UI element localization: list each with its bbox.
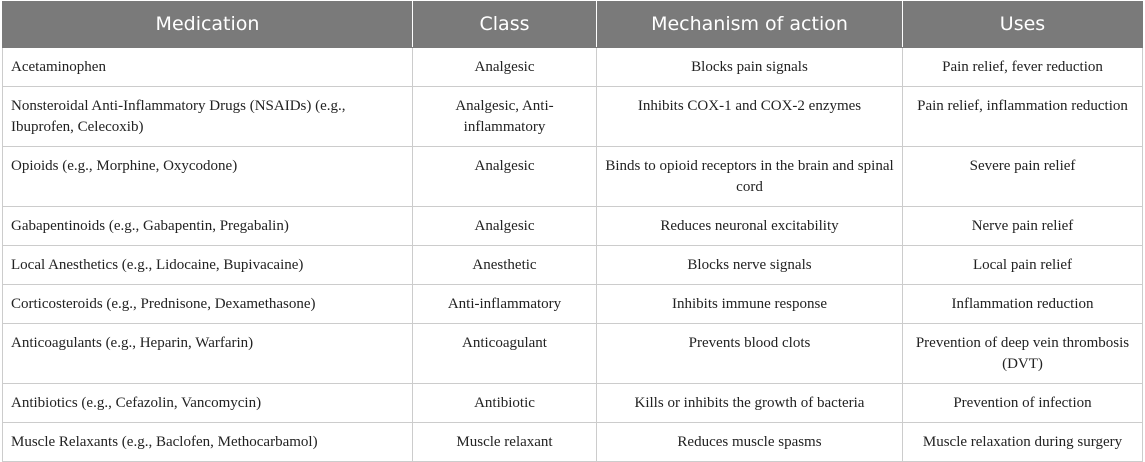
class-cell: Analgesic [413, 207, 597, 246]
class-cell: Analgesic [413, 48, 597, 87]
medication-cell: Opioids (e.g., Morphine, Oxycodone) [3, 147, 413, 207]
medication-cell: Muscle Relaxants (e.g., Baclofen, Methocarbamol) [3, 423, 413, 462]
medication-table [2, 1, 1143, 462]
uses-cell: Prevention of infection [903, 384, 1143, 423]
header-mechanism: Mechanism of action [597, 1, 903, 48]
mechanism-cell: Inhibits COX-1 and COX-2 enzymes [597, 87, 903, 147]
medication-cell: Anticoagulants (e.g., Heparin, Warfarin) [3, 324, 413, 384]
class-cell: Muscle relaxant [413, 423, 597, 462]
mechanism-cell: Reduces muscle spasms [597, 423, 903, 462]
table-row [3, 324, 1143, 384]
medication-cell: Antibiotics (e.g., Cefazolin, Vancomycin) [3, 384, 413, 423]
table-row [3, 147, 1143, 207]
uses-cell: Local pain relief [903, 246, 1143, 285]
mechanism-cell: Reduces neuronal excitability [597, 207, 903, 246]
table-row [3, 285, 1143, 324]
table-row [3, 207, 1143, 246]
header-uses: Uses [903, 1, 1143, 48]
uses-cell: Nerve pain relief [903, 207, 1143, 246]
uses-cell: Inflammation reduction [903, 285, 1143, 324]
medication-cell: Gabapentinoids (e.g., Gabapentin, Pregabalin) [3, 207, 413, 246]
table-header [3, 1, 1143, 48]
uses-cell: Severe pain relief [903, 147, 1143, 207]
uses-cell: Pain relief, fever reduction [903, 48, 1143, 87]
medication-cell: Nonsteroidal Anti-Inflammatory Drugs (NSAIDs) (e.g., Ibuprofen, Celecoxib) [3, 87, 413, 147]
mechanism-cell: Prevents blood clots [597, 324, 903, 384]
class-cell: Anesthetic [413, 246, 597, 285]
header-row [3, 1, 1143, 48]
mechanism-cell: Blocks nerve signals [597, 246, 903, 285]
table-row [3, 384, 1143, 423]
table-row [3, 246, 1143, 285]
mechanism-cell: Blocks pain signals [597, 48, 903, 87]
table-body [3, 48, 1143, 462]
table-row [3, 423, 1143, 462]
medication-cell: Acetaminophen [3, 48, 413, 87]
class-cell: Anti-inflammatory [413, 285, 597, 324]
medication-cell: Local Anesthetics (e.g., Lidocaine, Bupivacaine) [3, 246, 413, 285]
table-row [3, 48, 1143, 87]
class-cell: Analgesic [413, 147, 597, 207]
uses-cell: Prevention of deep vein thrombosis (DVT) [903, 324, 1143, 384]
class-cell: Antibiotic [413, 384, 597, 423]
header-class: Class [413, 1, 597, 48]
medication-cell: Corticosteroids (e.g., Prednisone, Dexamethasone) [3, 285, 413, 324]
mechanism-cell: Kills or inhibits the growth of bacteria [597, 384, 903, 423]
table-row [3, 87, 1143, 147]
mechanism-cell: Inhibits immune response [597, 285, 903, 324]
class-cell: Anticoagulant [413, 324, 597, 384]
header-medication: Medication [3, 1, 413, 48]
class-cell: Analgesic, Anti-inflammatory [413, 87, 597, 147]
uses-cell: Pain relief, inflammation reduction [903, 87, 1143, 147]
mechanism-cell: Binds to opioid receptors in the brain and spinal cord [597, 147, 903, 207]
uses-cell: Muscle relaxation during surgery [903, 423, 1143, 462]
